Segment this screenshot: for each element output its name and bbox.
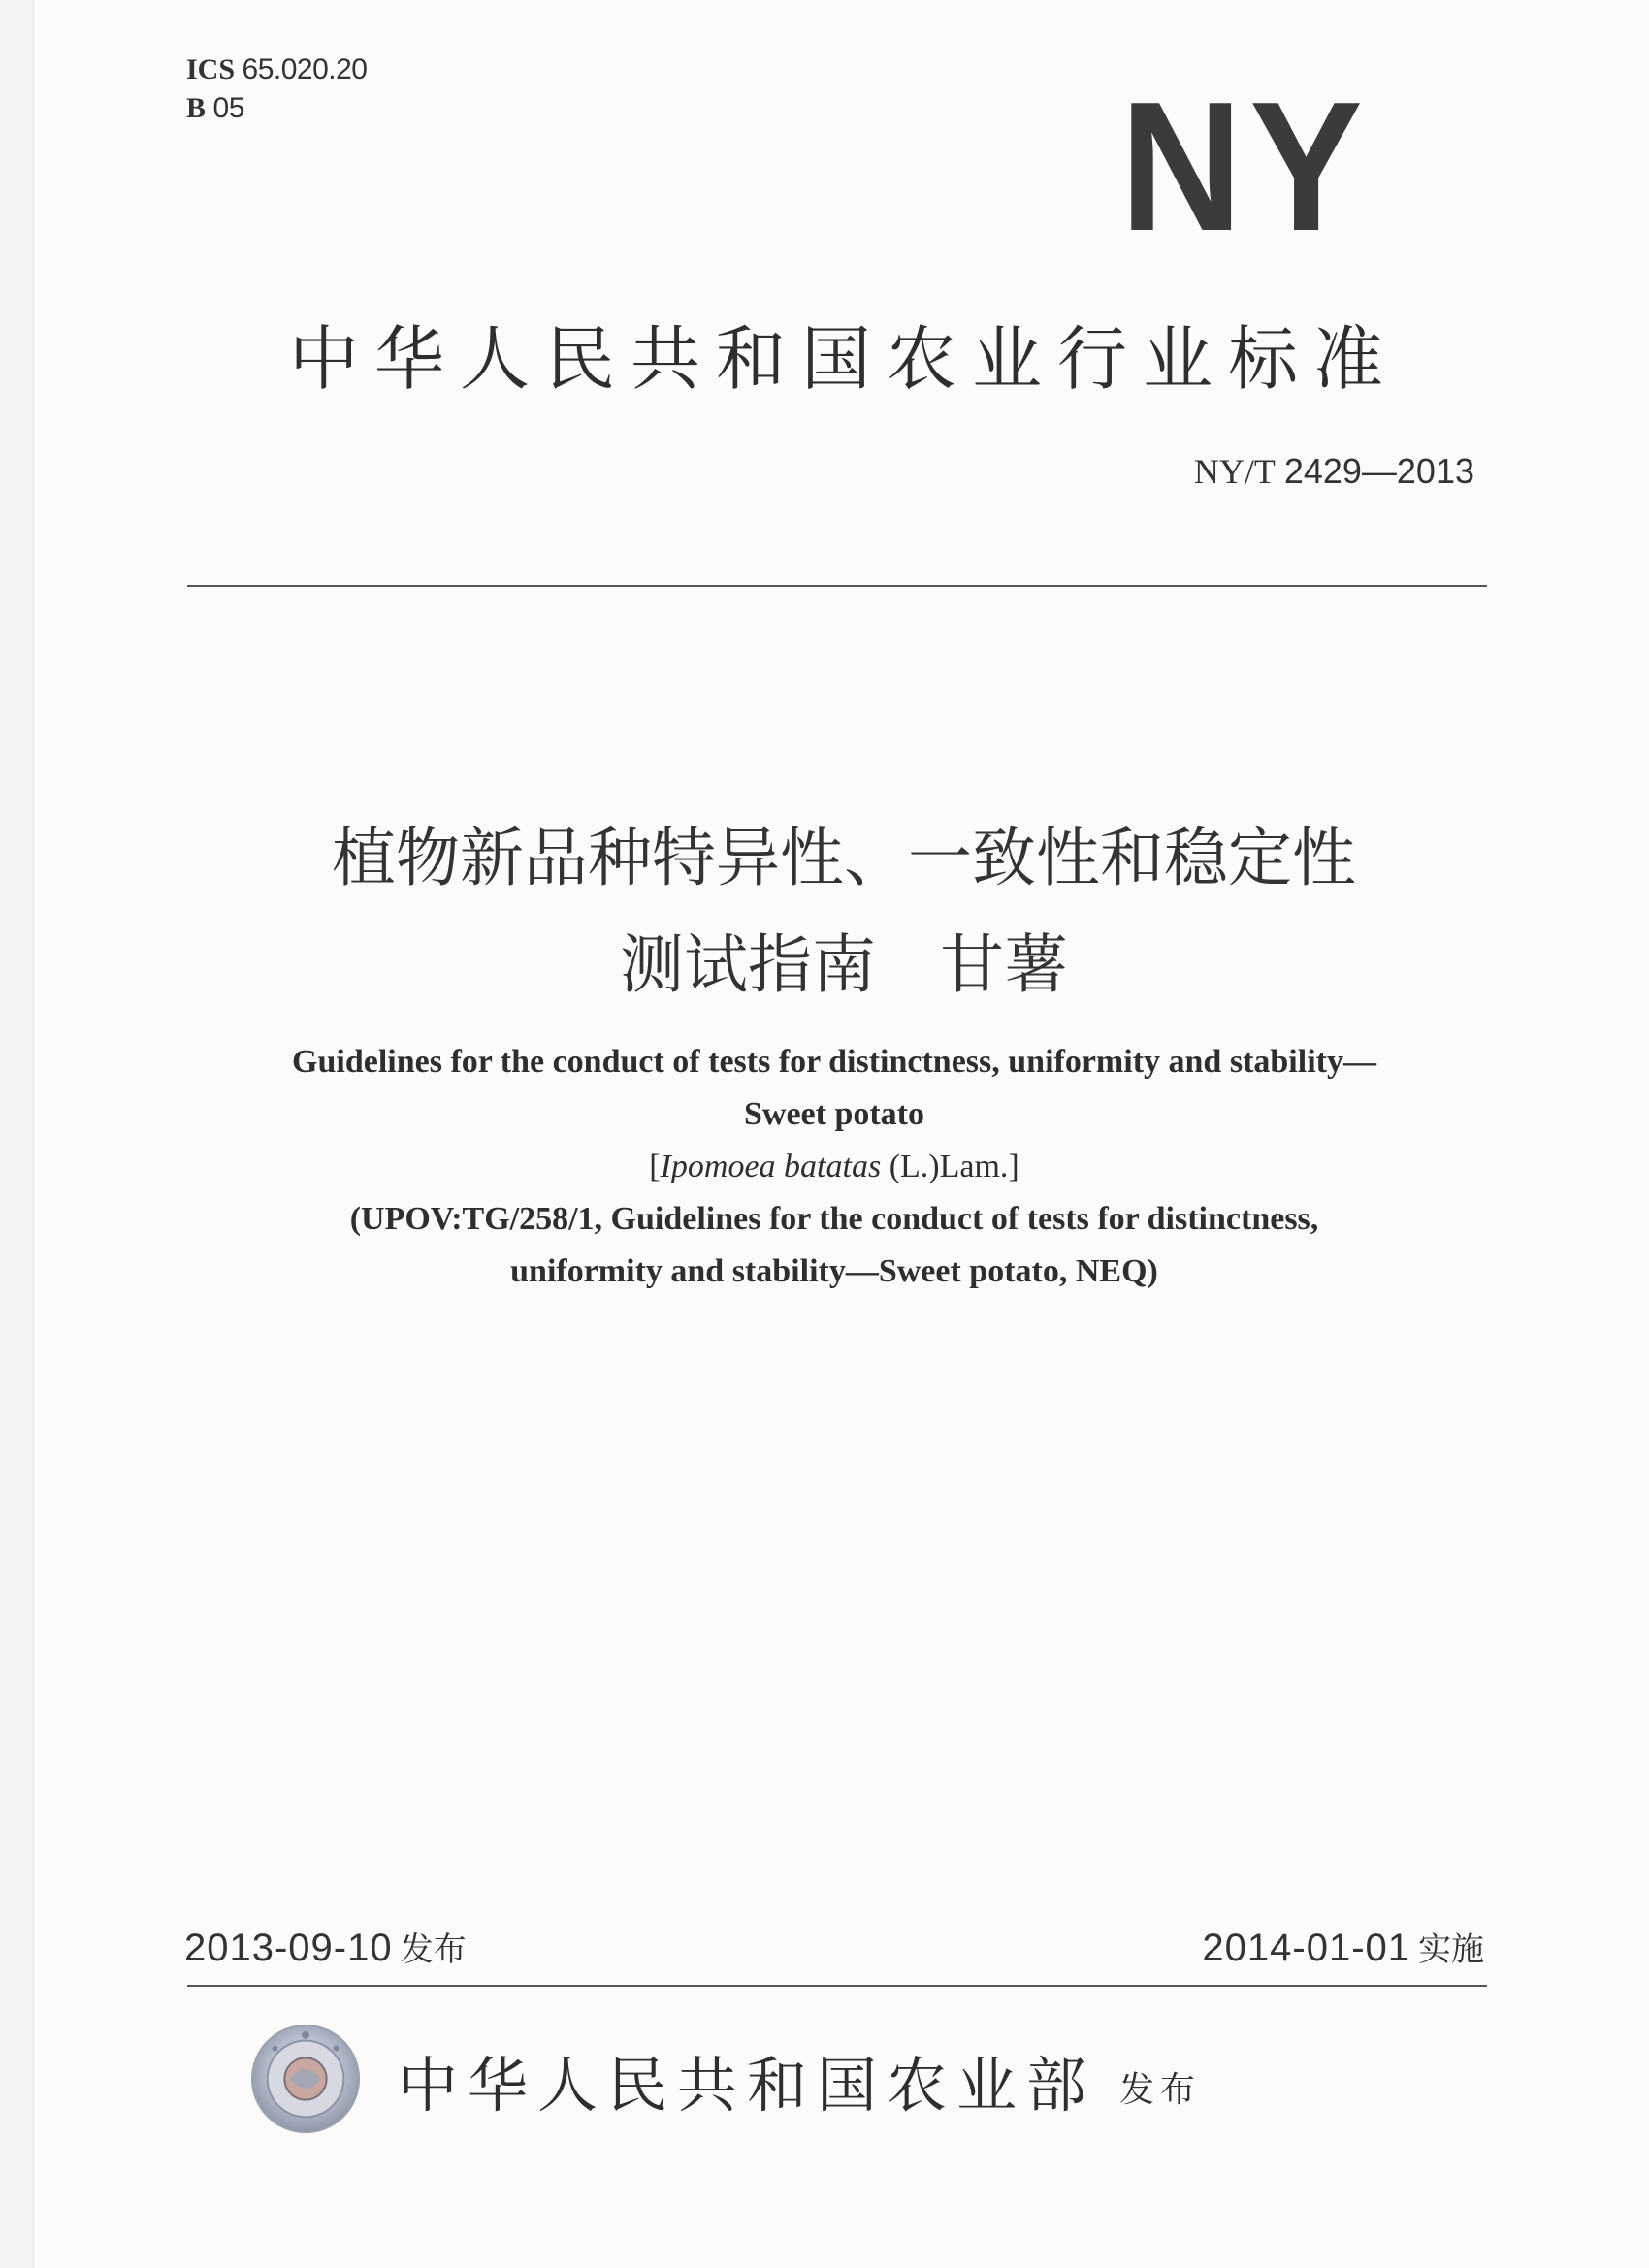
standard-number-prefix: NY/T: [1193, 452, 1276, 491]
top-divider: [187, 585, 1487, 587]
standard-title: 中华人民共和国农业行业标准: [288, 318, 1399, 400]
issue-date: [184, 1921, 467, 1977]
latin-author: (L.)Lam.: [889, 1149, 1009, 1184]
publisher-action: 发布: [1119, 2069, 1202, 2110]
ics-code: [186, 50, 368, 89]
en-title-line-1: Guidelines for the conduct of tests for distinctness, uniformity and stability—: [292, 1044, 1376, 1080]
effective-date-value: 2014-01-01: [1202, 1927, 1410, 1969]
classification-codes: [186, 50, 368, 128]
ccs-value: 05: [212, 92, 244, 124]
ccs-code: [186, 89, 368, 128]
english-document-title: [155, 1036, 1513, 1298]
dates-row: [184, 1921, 1484, 1975]
issue-date-value: 2013-09-10: [184, 1927, 393, 1969]
en-title-line-5: uniformity and stability—Sweet potato, NEQ): [510, 1253, 1158, 1289]
standard-number-value: 2429—2013: [1283, 451, 1474, 491]
latin-name: Ipomoea batatas: [660, 1149, 882, 1184]
ny-logo: NY: [1119, 64, 1371, 270]
ics-value: 65.020.20: [242, 53, 368, 85]
cn-title-line-1: 植物新品种特异性、一致性和稳定性: [332, 821, 1356, 895]
publisher-line: [398, 2045, 1201, 2131]
issue-date-label: 发布: [400, 1930, 467, 1969]
effective-date-label: 实施: [1418, 1930, 1484, 1969]
ministry-emblem-icon: [248, 2022, 363, 2136]
effective-date: [1202, 1921, 1484, 1977]
chinese-document-title: [194, 805, 1494, 1019]
standard-number: [1106, 450, 1474, 493]
publisher-name: 中华人民共和国农业部: [398, 2050, 1097, 2121]
cn-title-line-2: 测试指南 甘薯: [620, 927, 1068, 1002]
page-edge: [0, 0, 34, 2268]
bottom-divider: [187, 1985, 1487, 1987]
en-title-line-2: Sweet potato: [743, 1096, 925, 1132]
ccs-label: B: [186, 92, 207, 124]
latin-name-line: [Ipomoea batatas (L.)Lam.]: [649, 1149, 1019, 1184]
en-title-line-4: (UPOV:TG/258/1, Guidelines for the conduct of tests for distinctness,: [349, 1201, 1319, 1237]
ics-label: ICS: [186, 53, 236, 85]
